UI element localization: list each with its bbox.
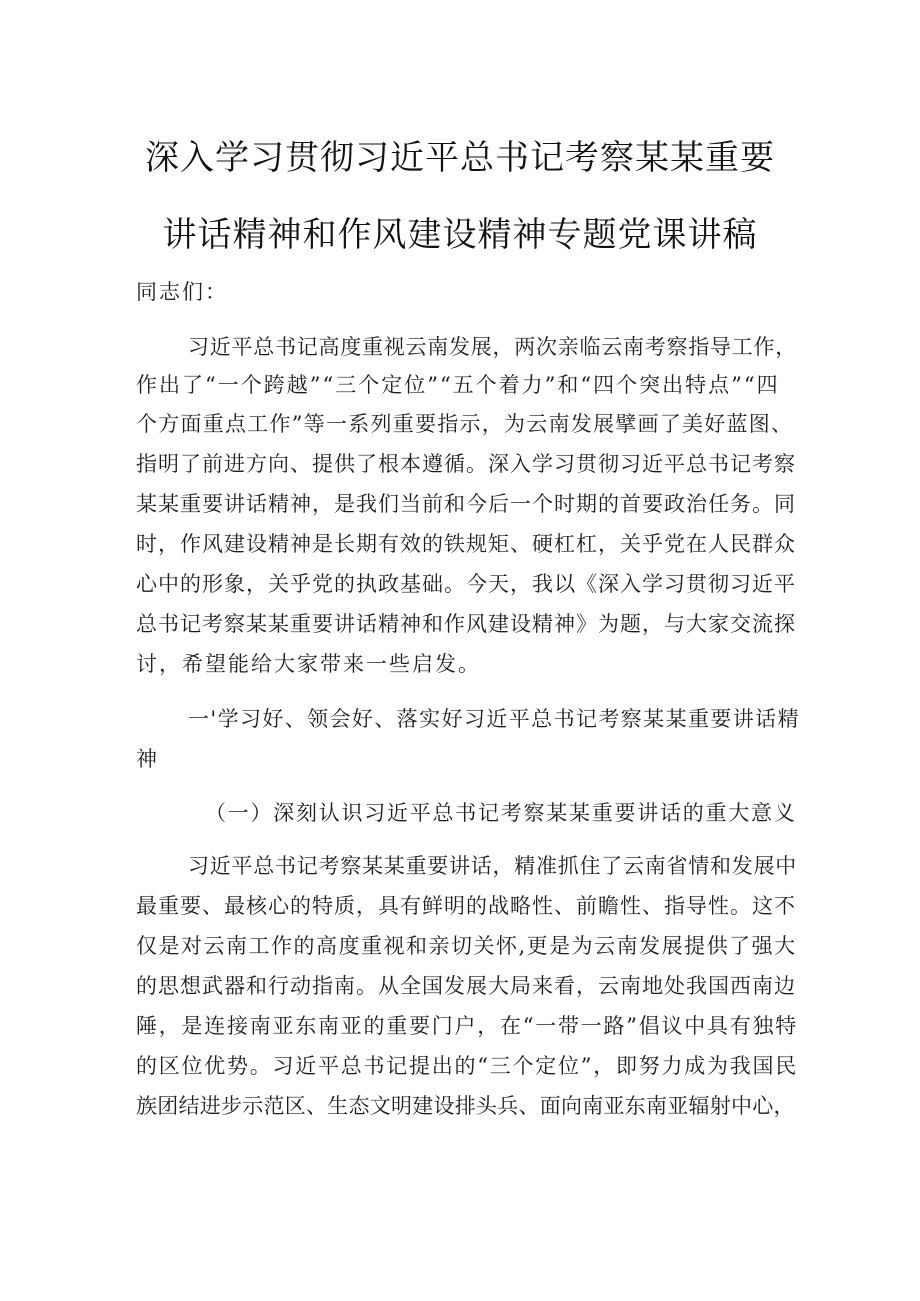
paragraph-1-line: 时，作风建设精神是长期有效的铁规矩、硬杠杠，关乎党在人民群众 <box>136 532 796 556</box>
paragraph-2-line: 的思想武器和行动指南。从全国发展大局来看，云南地处我国西南边 <box>136 974 796 998</box>
paragraph-2-line: 习近平总书记考察某某重要讲话，精准抓住了云南省情和发展中 <box>188 854 797 878</box>
paragraph-1-line: 讨，希望能给大家带来一些启发。 <box>136 652 481 676</box>
paragraph-1-line: 心中的形象，关乎党的执政基础。今天，我以《深入学习贯彻习近平 <box>136 572 796 596</box>
paragraph-1-line: 习近平总书记高度重视云南发展，两次亲临云南考察指导工作， <box>188 335 797 359</box>
paragraph-2-line: 族团结进步示范区、生态文明建设排头兵、面向南亚东南亚辐射中心， <box>136 1094 795 1118</box>
paragraph-1-line: 作出了“一个跨越”“三个定位”“五个着力”和“四个突出特点”“四 <box>136 373 780 397</box>
document-title-line-1: 深入学习贯彻习近平总书记考察某某重要 <box>145 138 775 178</box>
paragraph-2-line: 最重要、最核心的特质，具有鲜明的战略性、前瞻性、指导性。这不 <box>136 894 796 918</box>
paragraph-1-line: 总书记考察某某重要讲话精神和作风建设精神》为题，与大家交流探 <box>136 612 796 636</box>
paragraph-1-line: 指明了前进方向、提供了根本遵循。深入学习贯彻习近平总书记考察 <box>136 452 796 476</box>
salutation: 同志们： <box>136 280 228 304</box>
subsection-1-heading: （一）深刻认识习近平总书记考察某某重要讲话的重大意义 <box>205 801 797 825</box>
document-title-line-2: 讲话精神和作风建设精神专题党课讲稿 <box>162 215 758 255</box>
paragraph-1-line: 某某重要讲话精神，是我们当前和今后一个时期的首要政治任务。同 <box>136 492 796 516</box>
paragraph-1-line: 个方面重点工作”等一系列重要指示，为云南发展擘画了美好蓝图、 <box>136 412 794 436</box>
section-1-heading-line: 神 <box>136 747 160 771</box>
paragraph-2-line: 的区位优势。习近平总书记提出的“三个定位”，即努力成为我国民 <box>136 1054 798 1078</box>
paragraph-2-line: 陲，是连接南亚东南亚的重要门户，在“一带一路”倡议中具有独特 <box>136 1014 798 1038</box>
paragraph-2-line: 仅是对云南工作的高度重视和亲切关怀,更是为云南发展提供了强大 <box>136 934 797 958</box>
section-1-heading-line: 一'学习好、领会好、落实好习近平总书记考察某某重要讲话精 <box>188 707 800 731</box>
